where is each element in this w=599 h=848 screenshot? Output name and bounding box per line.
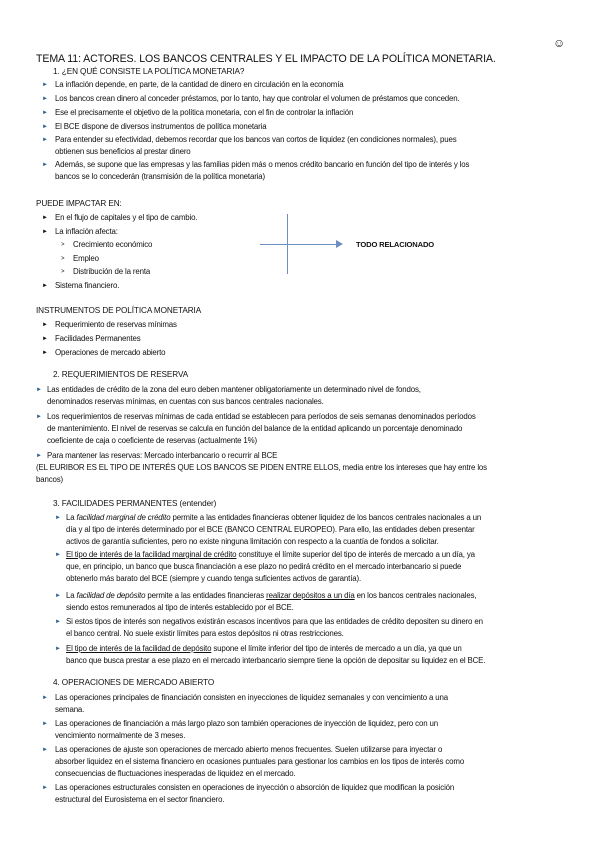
- bullet-icon: ►: [42, 96, 48, 102]
- paragraph: Para mantener las reservas: Mercado interbancario o recurrir al BCE: [47, 451, 278, 460]
- paragraph-cont: consecuencias de fluctuaciones inesperadas de liquidez en el mercado.: [55, 769, 296, 778]
- bullet-icon: ►: [55, 619, 61, 625]
- impact-heading: PUEDE IMPACTAR EN:: [36, 199, 122, 208]
- list-item: Operaciones de mercado abierto: [55, 348, 166, 357]
- section-1-heading: 1. ¿EN QUÉ CONSISTE LA POLÍTICA MONETARIA?: [53, 67, 245, 76]
- paragraph: Los requerimientos de reservas mínimas de cada entidad se establecen para períodos de seis semanas denominados períodos: [47, 412, 476, 421]
- list-item: Para entender su efectividad, debemos recordar que los bancos van cortos de liquidez (en condiciones normales), pues: [55, 135, 457, 144]
- bullet-icon: ►: [36, 414, 42, 420]
- list-item-cont: obtienen sus beneficios al prestar dinero: [55, 147, 191, 156]
- bullet-icon: ►: [42, 747, 48, 753]
- paragraph: Las operaciones de financiación a más largo plazo son también operaciones de inyección de liquidez, pero con un: [55, 719, 438, 728]
- bullet-icon: >: [61, 269, 65, 275]
- bullet-icon: ►: [42, 721, 48, 727]
- paragraph-cont: bancos): [36, 475, 64, 484]
- paragraph: Si estos tipos de interés son negativos existirán escasos incentivos para que las entidades de crédito depositen su dinero en: [66, 617, 483, 626]
- section-3-heading: 3. FACILIDADES PERMANENTES (entender): [53, 499, 217, 508]
- diagram-arrow-line: [260, 244, 340, 245]
- paragraph: La facilidad marginal de crédito permite a las entidades financieras obtener liquidez de los bancos centrales nacionales a un: [66, 513, 482, 522]
- section-2-heading: 2. REQUERIMIENTOS DE RESERVA: [53, 370, 189, 379]
- list-item: Requerimiento de reservas mínimas: [55, 320, 177, 329]
- paragraph: Las entidades de crédito de la zona del euro deben mantener obligatoriamente un determinado nivel de fondos,: [47, 385, 421, 394]
- list-item: Sistema financiero.: [55, 281, 120, 290]
- paragraph-cont: siendo estos remunerados al tipo de interés establecido por el BCE.: [66, 603, 294, 612]
- bullet-icon: ►: [42, 124, 48, 130]
- paragraph-cont: de mantenimiento. El nivel de reservas se calcula en función del balance de la entidad aplicando un porcentaje denominado: [47, 424, 463, 433]
- paragraph-cont: estructural del Eurosistema en el sector financiero.: [55, 795, 225, 804]
- paragraph: El tipo de interés de la facilidad de depósito supone el límite inferior del tipo de interés de mercado a un día, ya que un: [66, 644, 462, 653]
- list-item: La inflación afecta:: [55, 227, 118, 236]
- list-item: Además, se supone que las empresas y las familias piden más o menos crédito bancario en función del tipo de interés y los: [55, 160, 470, 169]
- related-label: TODO RELACIONADO: [356, 240, 435, 249]
- paragraph: (EL EURIBOR ES EL TIPO DE INTERÉS QUE LOS BANCOS SE PIDEN ENTRE ELLOS, media entre los intereses que hay entre los: [36, 463, 487, 472]
- bullet-icon: ►: [42, 336, 48, 342]
- page-title: TEMA 11: ACTORES. LOS BANCOS CENTRALES Y EL IMPACTO DE LA POLÍTICA MONETARIA.: [36, 53, 496, 65]
- paragraph-cont: vencimiento normalmente de 3 meses.: [55, 731, 186, 740]
- list-item: Facilidades Permanentes: [55, 334, 141, 343]
- paragraph: El tipo de interés de la facilidad marginal de crédito constituye el límite superior del tipo de interés de mercado a un día, ya: [66, 550, 475, 559]
- list-item: La inflación depende, en parte, de la cantidad de dinero en circulación en la economía: [55, 80, 344, 89]
- bullet-icon: ►: [42, 785, 48, 791]
- paragraph: Las operaciones principales de financiación consisten en inyecciones de liquidez semanales y con vencimiento a una: [55, 693, 449, 702]
- bullet-icon: ►: [42, 215, 48, 221]
- bullet-icon: ►: [42, 350, 48, 356]
- bullet-icon: ►: [36, 453, 42, 459]
- bullet-icon: ►: [42, 82, 48, 88]
- paragraph: La facilidad de depósito permite a las entidades financieras realizar depósitos a un día en los bancos centrales nacionales,: [66, 591, 477, 600]
- bullet-icon: >: [61, 242, 65, 248]
- paragraph-cont: que, en principio, un banco que busca financiación a ese plazo no pedirá crédito en el mercado interbancario si puede: [66, 562, 462, 571]
- paragraph: Las operaciones estructurales consisten en operaciones de inyección o absorción de liquidez que modifican la posición: [55, 783, 455, 792]
- bullet-icon: ►: [42, 162, 48, 168]
- smiley-icon: ☺: [553, 36, 566, 50]
- bullet-icon: ►: [55, 593, 61, 599]
- paragraph-cont: día y al tipo de interés determinado por el BCE (BANCO CENTRAL EUROPEO). Para ello, las entidades deben presentar: [66, 525, 475, 534]
- bullet-icon: ►: [42, 110, 48, 116]
- paragraph-cont: absorber liquidez en el sistema financiero en ocasiones puntuales para gestionar los cambios en los tipos de interés como: [55, 757, 465, 766]
- paragraph-cont: denominados reservas mínimas, en cuentas con sus bancos centrales nacionales.: [47, 397, 324, 406]
- paragraph: Las operaciones de ajuste son operaciones de mercado abierto menos frecuentes. Suelen utilizarse para inyectar o: [55, 745, 443, 754]
- arrow-right-icon: [336, 240, 343, 248]
- paragraph-cont: el banco central. No suele existir límites para estos depósitos ni otras restricciones.: [66, 629, 344, 638]
- sub-item: Empleo: [73, 254, 99, 263]
- bullet-icon: ►: [55, 515, 61, 521]
- paragraph-cont: banco que busca prestar a ese plazo en el mercado interbancario siempre tiene la opción de depositar su liquidez en el BCE.: [66, 656, 486, 665]
- bullet-icon: ►: [55, 646, 61, 652]
- paragraph-cont: semana.: [55, 705, 85, 714]
- instruments-heading: INSTRUMENTOS DE POLÍTICA MONETARIA: [36, 306, 202, 315]
- paragraph-cont: coeficiente de caja o coeficiente de reservas (actualmente 1%): [47, 436, 258, 445]
- paragraph-cont: obtenerlo más barato del BCE (siempre y cuando tenga suficientes activos de garantía).: [66, 574, 362, 583]
- bullet-icon: ►: [42, 229, 48, 235]
- sub-item: Crecimiento económico: [73, 240, 153, 249]
- list-item: Los bancos crean dinero al conceder préstamos, por lo tanto, hay que controlar el volumen de préstamos que conceden.: [55, 94, 460, 103]
- bullet-icon: >: [61, 256, 65, 262]
- bullet-icon: ►: [42, 137, 48, 143]
- section-4-heading: 4. OPERACIONES DE MERCADO ABIERTO: [53, 678, 215, 687]
- bullet-icon: ►: [36, 387, 42, 393]
- bullet-icon: ►: [42, 322, 48, 328]
- list-item: Ese el precisamente el objetivo de la política monetaria, con el fin de controlar la inflación: [55, 108, 354, 117]
- list-item: El BCE dispone de diversos instrumentos de política monetaria: [55, 122, 267, 131]
- list-item-cont: bancos se lo concederán (transmisión de la política monetaria): [55, 172, 266, 181]
- bullet-icon: ►: [42, 283, 48, 289]
- bullet-icon: ►: [55, 552, 61, 558]
- bullet-icon: ►: [42, 695, 48, 701]
- list-item: En el flujo de capitales y el tipo de cambio.: [55, 213, 198, 222]
- sub-item: Distribución de la renta: [73, 267, 151, 276]
- paragraph-cont: activos de garantía suficientes, pero no existe ninguna limitación con respecto a la cuantía de fondos a solicitar.: [66, 537, 439, 546]
